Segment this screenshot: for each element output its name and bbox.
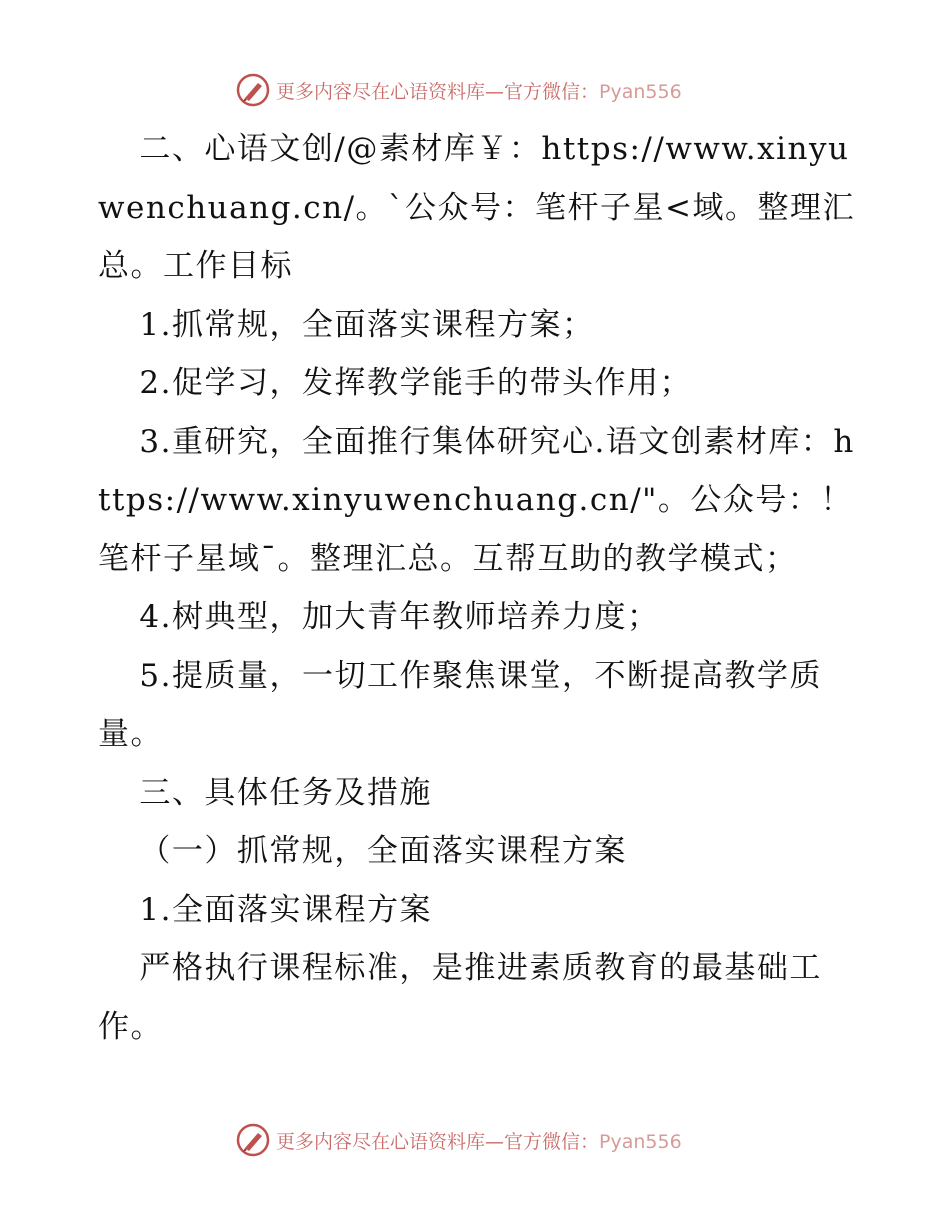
paragraph-goal-2: 2.促学习，发挥教学能手的带头作用； bbox=[139, 365, 692, 401]
paragraph-subsection-one-heading: （一）抓常规，全面落实课程方案 bbox=[139, 833, 627, 869]
pen-logo-icon bbox=[236, 1123, 270, 1157]
document-body bbox=[98, 120, 858, 1056]
header-watermark bbox=[236, 72, 682, 108]
watermark-text: 更多内容尽在心语资料库—官方微信：Pyan556 bbox=[276, 80, 682, 103]
paragraph-section-two-heading: 二、心语文创/@素材库￥：https://www.xinyuwenchuang.cn/。`公众号：笔杆子星<域。整理汇总。工作目标 bbox=[98, 131, 856, 284]
watermark-text: 更多内容尽在心语资料库—官方微信：Pyan556 bbox=[276, 1130, 682, 1153]
paragraph-goal-5: 5.提质量，一切工作聚焦课堂，不断提高教学质量。 bbox=[98, 657, 822, 752]
footer-watermark bbox=[236, 1122, 682, 1158]
paragraph-goal-1: 1.抓常规，全面落实课程方案； bbox=[139, 306, 595, 343]
paragraph-goal-4: 4.树典型，加大青年教师培养力度； bbox=[139, 599, 660, 635]
pen-logo-icon bbox=[236, 73, 270, 107]
paragraph-goal-3: 3.重研究，全面推行集体研究心.语文创素材库：https://www.xinyuwenchuang.cn/"。公众号：！笔杆子星域¯。整理汇总。互帮互助的教学模式； bbox=[98, 423, 855, 577]
paragraph-section-three-heading: 三、具体任务及措施 bbox=[139, 774, 432, 811]
paragraph-body-text: 严格执行课程标准，是推进素质教育的最基础工作。 bbox=[98, 950, 822, 1045]
paragraph-item-1-heading: 1.全面落实课程方案 bbox=[139, 891, 432, 928]
